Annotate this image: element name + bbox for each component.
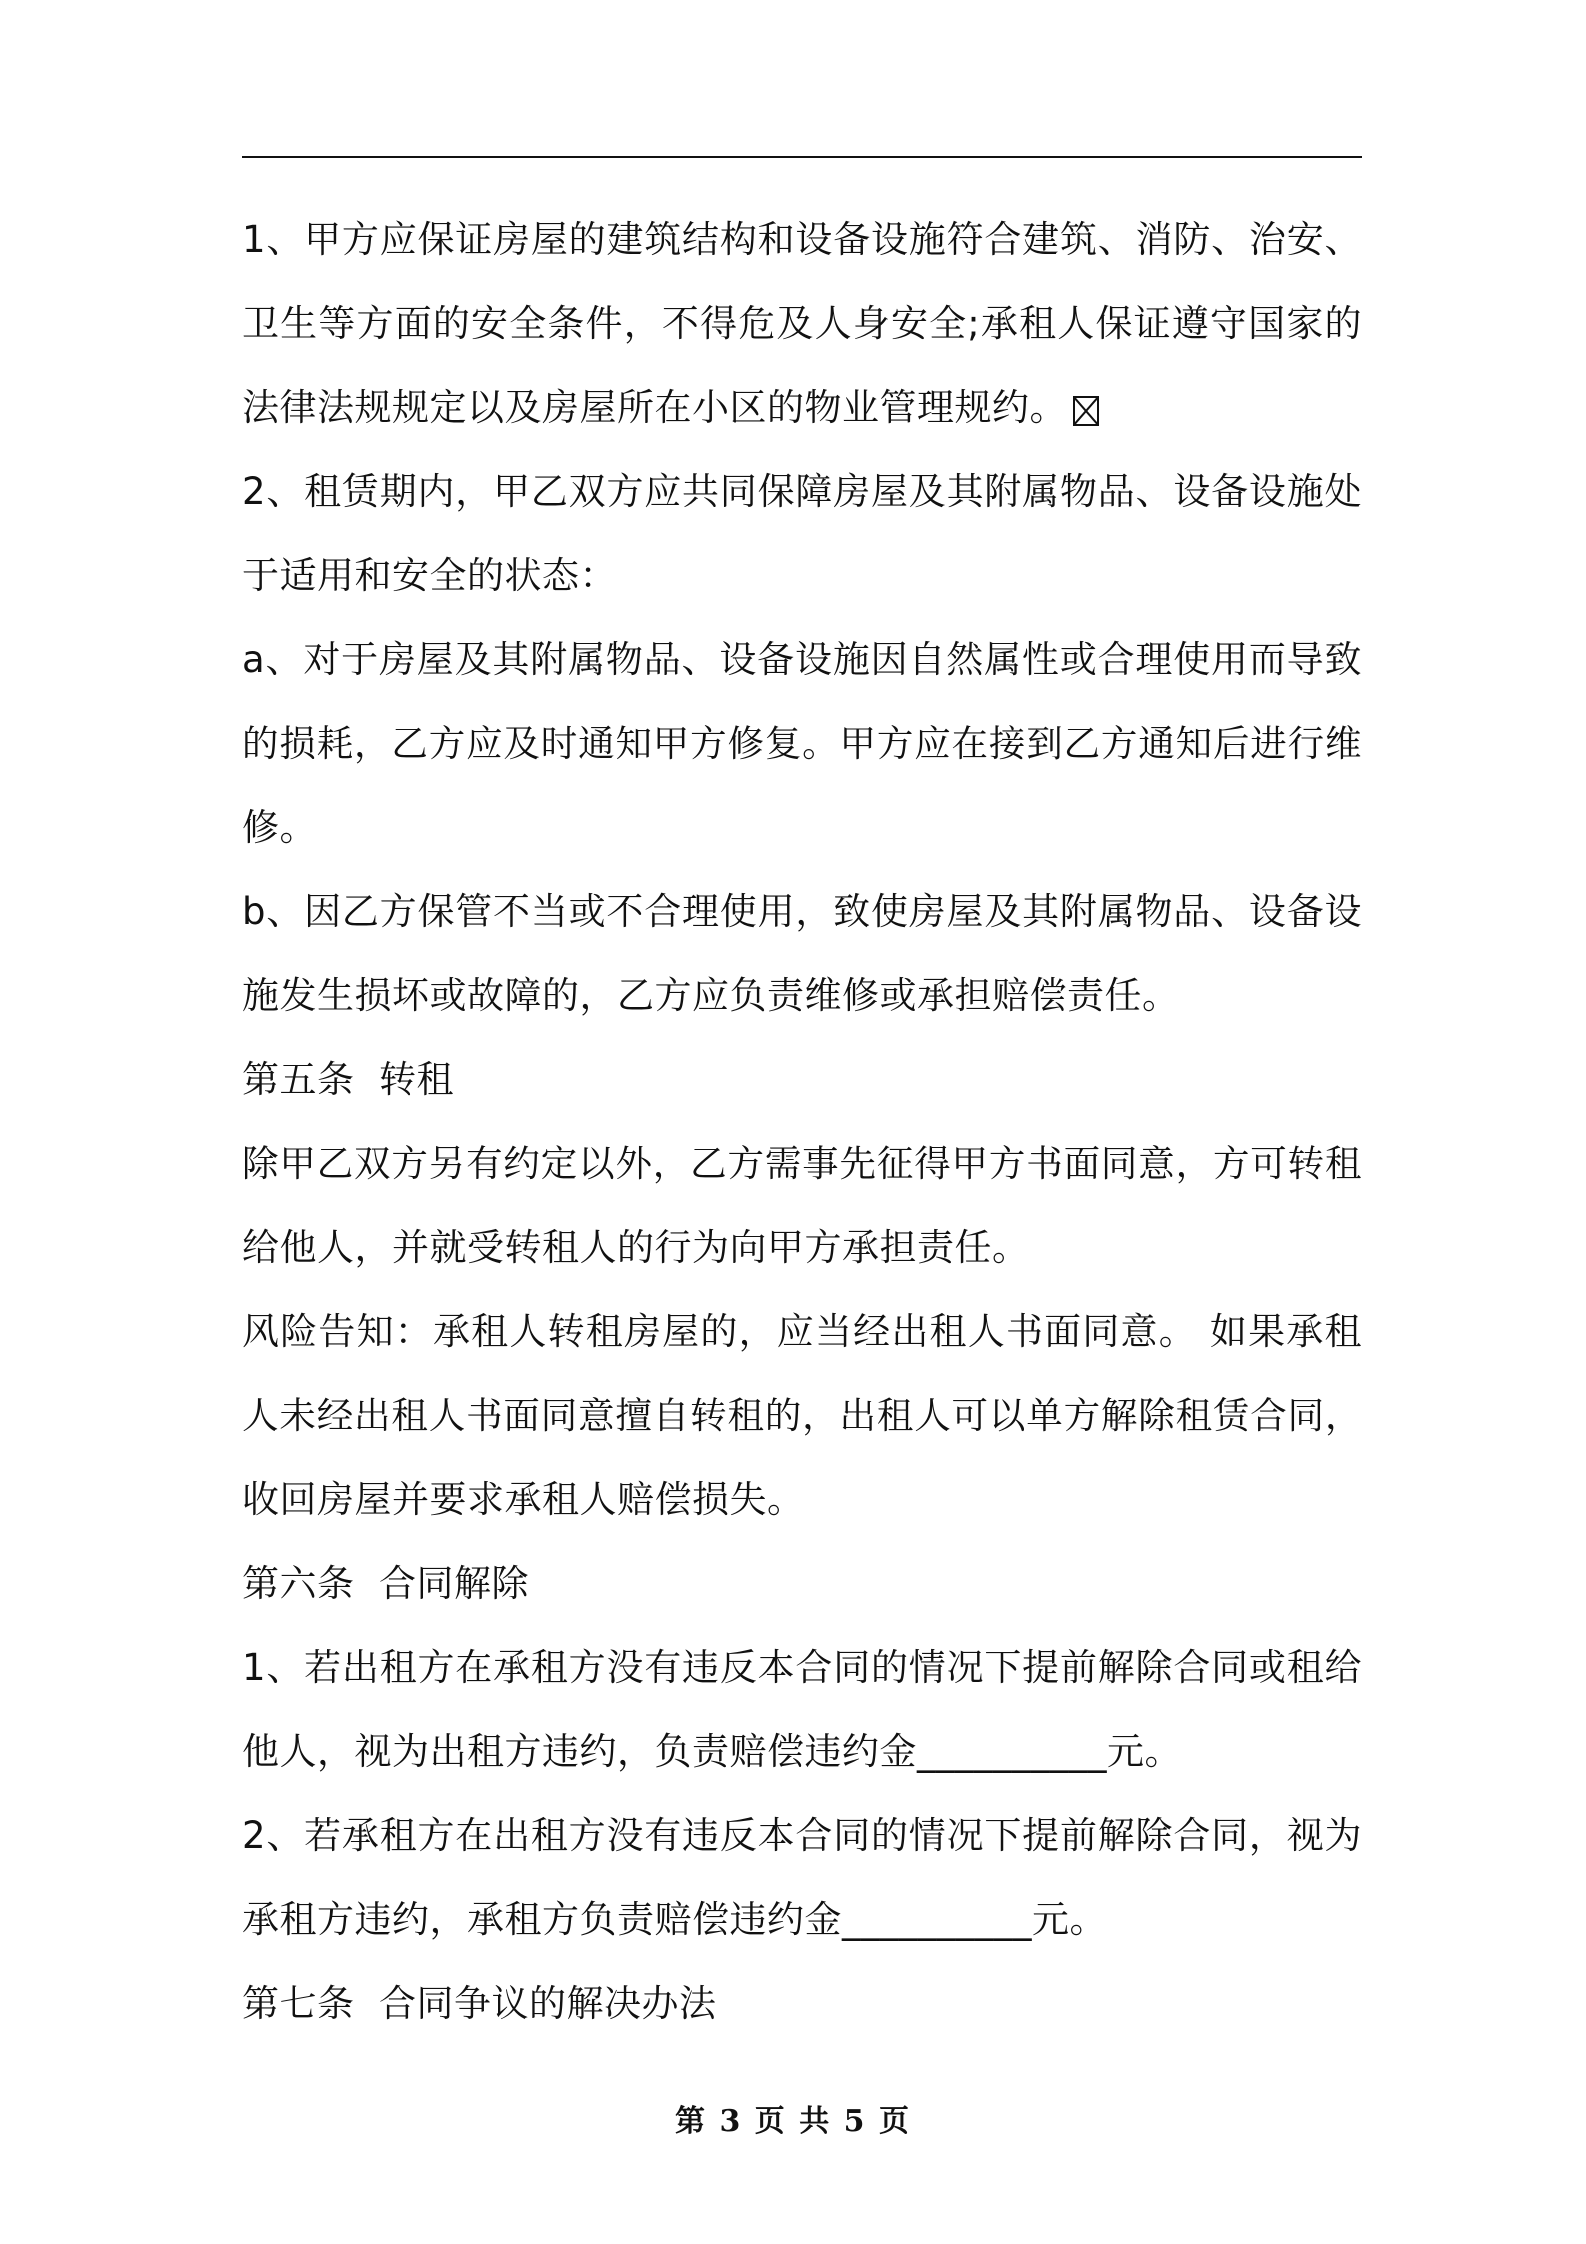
paragraph-line: 卫生等方面的安全条件，不得危及人身安全;承租人保证遵守国家的: [242, 302, 1362, 345]
paragraph-4: [242, 870, 1362, 1038]
section-heading: 第五条 转租: [242, 1058, 455, 1101]
paragraph-line-last: [242, 366, 1362, 450]
paragraph-3: [242, 618, 1362, 870]
paragraph-line: 于适用和安全的状态：: [242, 554, 617, 597]
section-heading: 第七条 合同争议的解决办法: [242, 1982, 717, 2025]
paragraph-line: 2、租赁期内，甲乙双方应共同保障房屋及其附属物品、设备设施处: [242, 470, 1362, 513]
paragraph-line: 他人，视为出租方违约，负责赔偿违约金__________元。: [242, 1730, 1182, 1773]
section-heading-7: [242, 1962, 1362, 2046]
paragraph-line: 1、若出租方在承租方没有违反本合同的情况下提前解除合同或租给: [242, 1646, 1362, 1689]
paragraph-2: [242, 450, 1362, 618]
paragraph-9: [242, 1626, 1362, 1794]
paragraph-line: 人未经出租人书面同意擅自转租的，出租人可以单方解除租赁合同，: [242, 1394, 1362, 1437]
section-heading-6: [242, 1542, 1362, 1626]
paragraph-10: [242, 1794, 1362, 1962]
paragraph-line: 2、若承租方在出租方没有违反本合同的情况下提前解除合同，视为: [242, 1814, 1362, 1857]
box-x-icon: [1073, 396, 1099, 426]
paragraph-line-text: 法律法规规定以及房屋所在小区的物业管理规约。: [242, 386, 1067, 429]
paragraph-6: [242, 1122, 1362, 1290]
paragraph-1: [242, 198, 1362, 450]
paragraph-line: 除甲乙双方另有约定以外，乙方需事先征得甲方书面同意，方可转租: [242, 1142, 1362, 1185]
header-rule: [242, 156, 1362, 158]
paragraph-line: b、因乙方保管不当或不合理使用，致使房屋及其附属物品、设备设: [242, 890, 1362, 933]
document-body: [242, 198, 1362, 2046]
paragraph-line: 修。: [242, 806, 317, 849]
section-heading-5: [242, 1038, 1362, 1122]
section-heading: 第六条 合同解除: [242, 1562, 530, 1605]
paragraph-line: 承租方违约，承租方负责赔偿违约金__________元。: [242, 1898, 1107, 1941]
paragraph-line: 风险告知：承租人转租房屋的，应当经出租人书面同意。 如果承租: [242, 1310, 1362, 1353]
page-number-footer: 第 3 页 共 5 页: [675, 2104, 911, 2139]
paragraph-7: [242, 1290, 1362, 1542]
paragraph-line: 收回房屋并要求承租人赔偿损失。: [242, 1478, 805, 1521]
paragraph-line: 1、甲方应保证房屋的建筑结构和设备设施符合建筑、消防、治安、: [242, 218, 1362, 261]
paragraph-line: a、对于房屋及其附属物品、设备设施因自然属性或合理使用而导致: [242, 638, 1362, 681]
paragraph-line: 施发生损坏或故障的，乙方应负责维修或承担赔偿责任。: [242, 974, 1180, 1017]
paragraph-line: 给他人，并就受转租人的行为向甲方承担责任。: [242, 1226, 1030, 1269]
paragraph-line: 的损耗，乙方应及时通知甲方修复。甲方应在接到乙方通知后进行维: [242, 722, 1362, 765]
